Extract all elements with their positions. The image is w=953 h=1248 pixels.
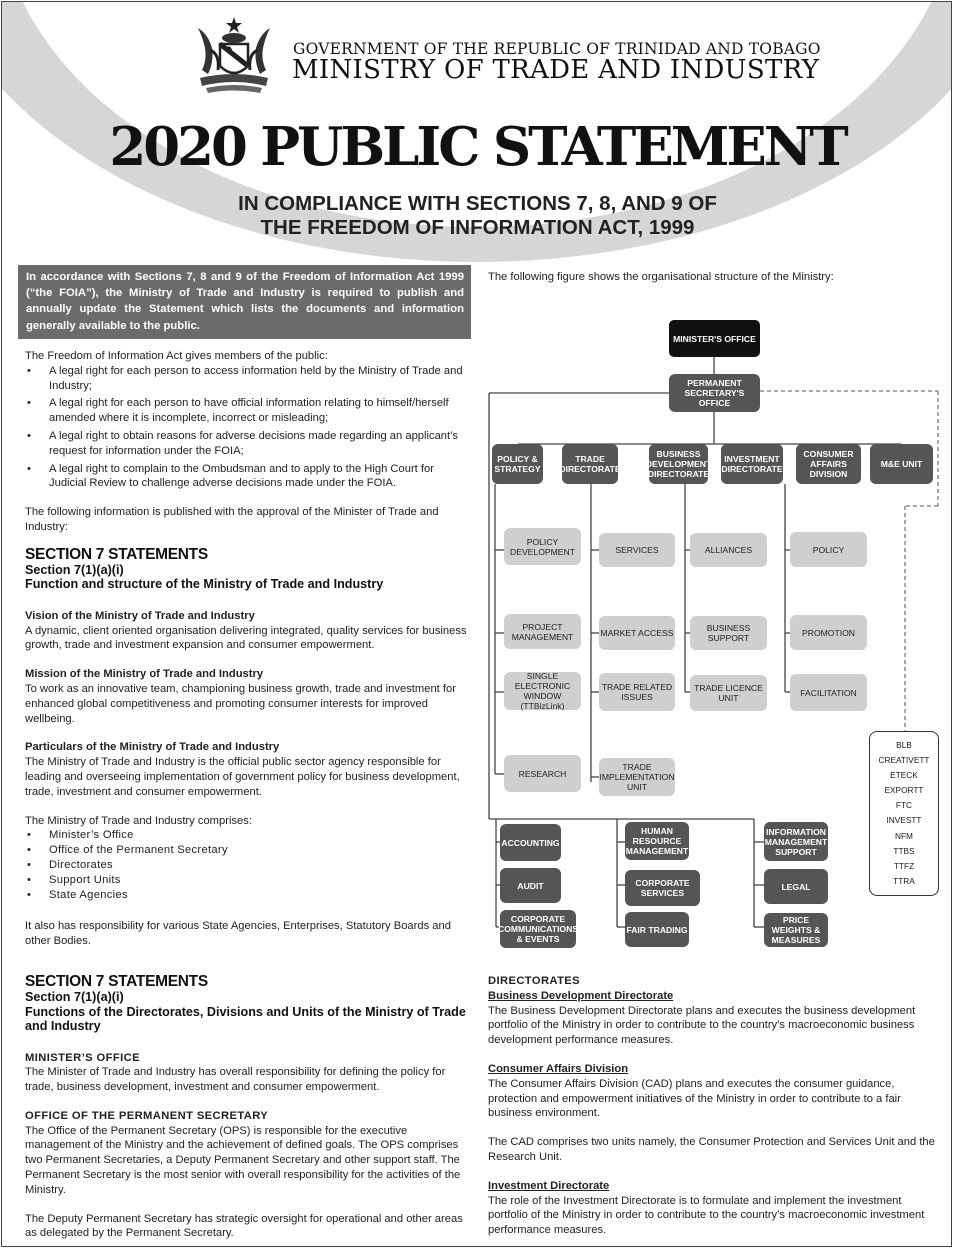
org-box-unit: POLICY DEVELOPMENT	[504, 528, 581, 565]
section-subheading: Section 7(1)(a)(i)	[25, 990, 124, 1004]
cad-text: The Consumer Affairs Division (CAD) plans and executes the consumer guidance, protection and empowerment initiatives of the Ministry in order to contribute to a fair business environment.	[488, 1077, 901, 1120]
org-box-directorate: POLICY & STRATEGY	[492, 444, 543, 484]
agency-item: TTBS	[893, 845, 915, 856]
ministers-office-text: The Minister of Trade and Industry has overall responsibility for defining the policy for trade, business development, investment and consumer empowerment.	[25, 1066, 446, 1094]
agency-item: ETECK	[890, 770, 918, 781]
directorates-heading: DIRECTORATES	[488, 975, 581, 987]
list-item: • State Agencies	[25, 888, 473, 903]
responsibility-text: It also has responsibility for various State Agencies, Enterprises, Statutory Boards and other Bodies.	[25, 920, 451, 948]
ops-text: The Office of the Permanent Secretary (OPS) is responsible for the executive management of the Ministry and the achievement of defined goals. The OPS comprises two Permanent Secretaries, a Deputy Permanent Secretary and other support staff. The Permanent Secretary is the most senior with overall responsibility for the activities of the Ministry.	[25, 1124, 461, 1196]
list-item: • Office of the Permanent Secretary	[25, 843, 473, 858]
list-item: • A legal right to complain to the Ombudsman and to apply to the High Court for Judicial Review to challenge adverse decisions made under the FOIA.	[25, 462, 473, 492]
org-box-support: CORPORATE SERVICES	[625, 870, 700, 906]
org-box-unit: TRADE LICENCE UNIT	[690, 675, 767, 711]
dps-text: The Deputy Permanent Secretary has strategic oversight for operational and other areas as delegated by the Permanent Secretary.	[25, 1212, 463, 1240]
left-column-top	[25, 349, 473, 949]
page-subtitle	[2, 192, 952, 240]
mission-text: To work as an innovative team, championing business growth, trade and investment for enhanced global competitiveness and promoting consumer interests for improved wellbeing.	[25, 682, 456, 725]
comprises-list	[25, 828, 473, 902]
org-box-unit: SINGLE ELECTRONIC WINDOW (TTBizLink)	[504, 672, 581, 710]
list-item: • Directorates	[25, 858, 473, 873]
org-box-support: LEGAL	[764, 869, 828, 904]
agency-item: EXPORTT	[884, 785, 924, 796]
org-chart	[486, 312, 946, 952]
org-box-support: CORPORATE COMMUNICATIONS & EVENTS	[500, 910, 576, 948]
org-box-unit: PROJECT MANAGEMENT	[504, 614, 581, 649]
org-box-support: INFORMATION MANAGEMENT SUPPORT	[764, 822, 828, 861]
agency-item: TTRA	[893, 875, 915, 886]
comprises-intro: The Ministry of Trade and Industry comprises:	[25, 814, 252, 827]
section-heading: SECTION 7 STATEMENTS	[25, 545, 208, 563]
ministers-office-heading: MINISTER’S OFFICE	[25, 1051, 140, 1064]
investment-text: The role of the Investment Directorate is to formulate and implement the investment portfolio of the Ministry in order to contribute to the country’s macroeconomic investment performance measures.	[488, 1194, 925, 1237]
statement-page	[1, 1, 952, 1247]
particulars-text: The Ministry of Trade and Industry is the official public sector agency responsible for leading and overseeing implementation of government policy for business development, trade, investment and consumer empowerment.	[25, 756, 460, 798]
list-item: • A legal right to obtain reasons for adverse decisions made regarding an applicant’s request for information under the FOIA;	[25, 429, 473, 459]
section-subheading: Function and structure of the Ministry of Trade and Industry	[25, 577, 384, 592]
agency-item: BLB	[896, 740, 912, 750]
page-title: 2020 PUBLIC STATEMENT	[109, 116, 846, 178]
org-box-unit: TRADE RELATED ISSUES	[599, 673, 675, 711]
subtitle-line-2: THE FREEDOM OF INFORMATION ACT, 1999	[260, 216, 695, 239]
agency-item: TTFZ	[893, 860, 915, 871]
org-box-minister: MINISTER'S OFFICE	[669, 320, 760, 357]
org-box-support: HUMAN RESOURCE MANAGEMENT	[625, 822, 689, 860]
org-box-directorate: M&E UNIT	[870, 444, 933, 484]
left-column-bottom	[25, 974, 475, 1241]
bdd-heading: Business Development Directorate	[488, 989, 674, 1002]
cad-heading: Consumer Affairs Division	[488, 1062, 629, 1075]
org-box-directorate: INVESTMENT DIRECTORATE	[721, 444, 783, 484]
org-box-support: AUDIT	[500, 868, 561, 903]
ministry-name: MINISTRY OF TRADE AND INDUSTRY	[292, 55, 820, 85]
investment-heading: Investment Directorate	[488, 1179, 610, 1192]
ops-heading: OFFICE OF THE PERMANENT SECRETARY	[25, 1109, 269, 1122]
coat-of-arms-icon	[190, 14, 278, 96]
org-box-unit: SERVICES	[599, 533, 675, 567]
subtitle-line-1: IN COMPLIANCE WITH SECTIONS 7, 8, AND 9 OF	[238, 192, 717, 215]
government-name: GOVERNMENT OF THE REPUBLIC OF TRINIDAD AND TOBAGO	[293, 40, 821, 58]
mission-heading: Mission of the Ministry of Trade and Industry	[25, 668, 264, 681]
agency-item: NFM	[895, 830, 913, 841]
org-box-unit: ALLIANCES	[690, 533, 767, 567]
org-box-support: PRICE WEIGHTS & MEASURES	[764, 913, 828, 947]
org-box-unit: RESEARCH	[504, 755, 581, 792]
intro-box: In accordance with Sections 7, 8 and 9 of the Freedom of Information Act 1999 (“the FOIA”), the Ministry of Trade and Industry is required to publish and annually update the Statement which lists the documents and information generally available to the public.	[18, 265, 471, 339]
org-box-support: ACCOUNTING	[500, 824, 561, 861]
bdd-text: The Business Development Directorate plans and executes the business development portfolio of the Ministry in order to contribute to the country’s macroeconomic business development performance measures.	[488, 1004, 916, 1047]
org-box-unit: POLICY	[790, 532, 867, 567]
foia-intro: The Freedom of Information Act gives members of the public:	[25, 350, 328, 362]
list-item: • Minister’s Office	[25, 828, 473, 843]
list-item: • A legal right for each person to have official information relating to himself/herself amended where it is incomplete, incorrect or misleading;	[25, 396, 473, 426]
section-subheading: Section 7(1)(a)(i)	[25, 562, 124, 577]
list-item: • Support Units	[25, 873, 473, 888]
org-box-permanent-secretary: PERMANENT SECRETARY'S OFFICE	[669, 374, 760, 412]
state-agencies-box	[869, 731, 939, 896]
org-box-unit: TRADE IMPLEMENTATION UNIT	[599, 758, 675, 796]
agency-item: FTC	[895, 800, 913, 811]
vision-text: A dynamic, client oriented organisation delivering integrated, quality services for business growth, trade and investment expansion and consumer empowerment.	[25, 624, 467, 652]
org-box-directorate: TRADE DIRECTORATE	[562, 444, 618, 484]
approval-text: The following information is published with the approval of the Minister of Trade and Industry:	[25, 506, 439, 533]
vision-heading: Vision of the Ministry of Trade and Industry	[25, 609, 255, 622]
foia-rights-list	[25, 364, 473, 491]
right-column-bottom	[488, 974, 938, 1238]
org-box-unit: PROMOTION	[790, 615, 867, 650]
org-box-directorate: BUSINESS DEVELOPMENT DIRECTORATE	[649, 444, 708, 484]
org-box-unit: FACILITATION	[790, 674, 867, 711]
section-subheading: Functions of the Directorates, Divisions and Units of the Ministry of Trade and Industry	[25, 1004, 466, 1033]
org-box-directorate: CONSUMER AFFAIRS DIVISION	[796, 444, 861, 484]
agency-item: INVESTT	[886, 815, 922, 826]
list-item: • A legal right for each person to access information held by the Ministry of Trade and Industry;	[25, 364, 473, 394]
org-box-unit: BUSINESS SUPPORT	[690, 616, 767, 650]
figure-intro: The following figure shows the organisational structure of the Ministry:	[488, 271, 834, 283]
particulars-heading: Particulars of the Ministry of Trade and Industry	[25, 741, 280, 754]
org-box-support: FAIR TRADING	[625, 912, 689, 947]
org-box-unit: MARKET ACCESS	[599, 616, 675, 650]
agency-item: CREATIVETT	[878, 755, 930, 766]
section-heading: SECTION 7 STATEMENTS	[25, 973, 208, 990]
cad-text-2: The CAD comprises two units namely, the Consumer Protection and Services Unit and the Research Unit.	[488, 1136, 935, 1163]
